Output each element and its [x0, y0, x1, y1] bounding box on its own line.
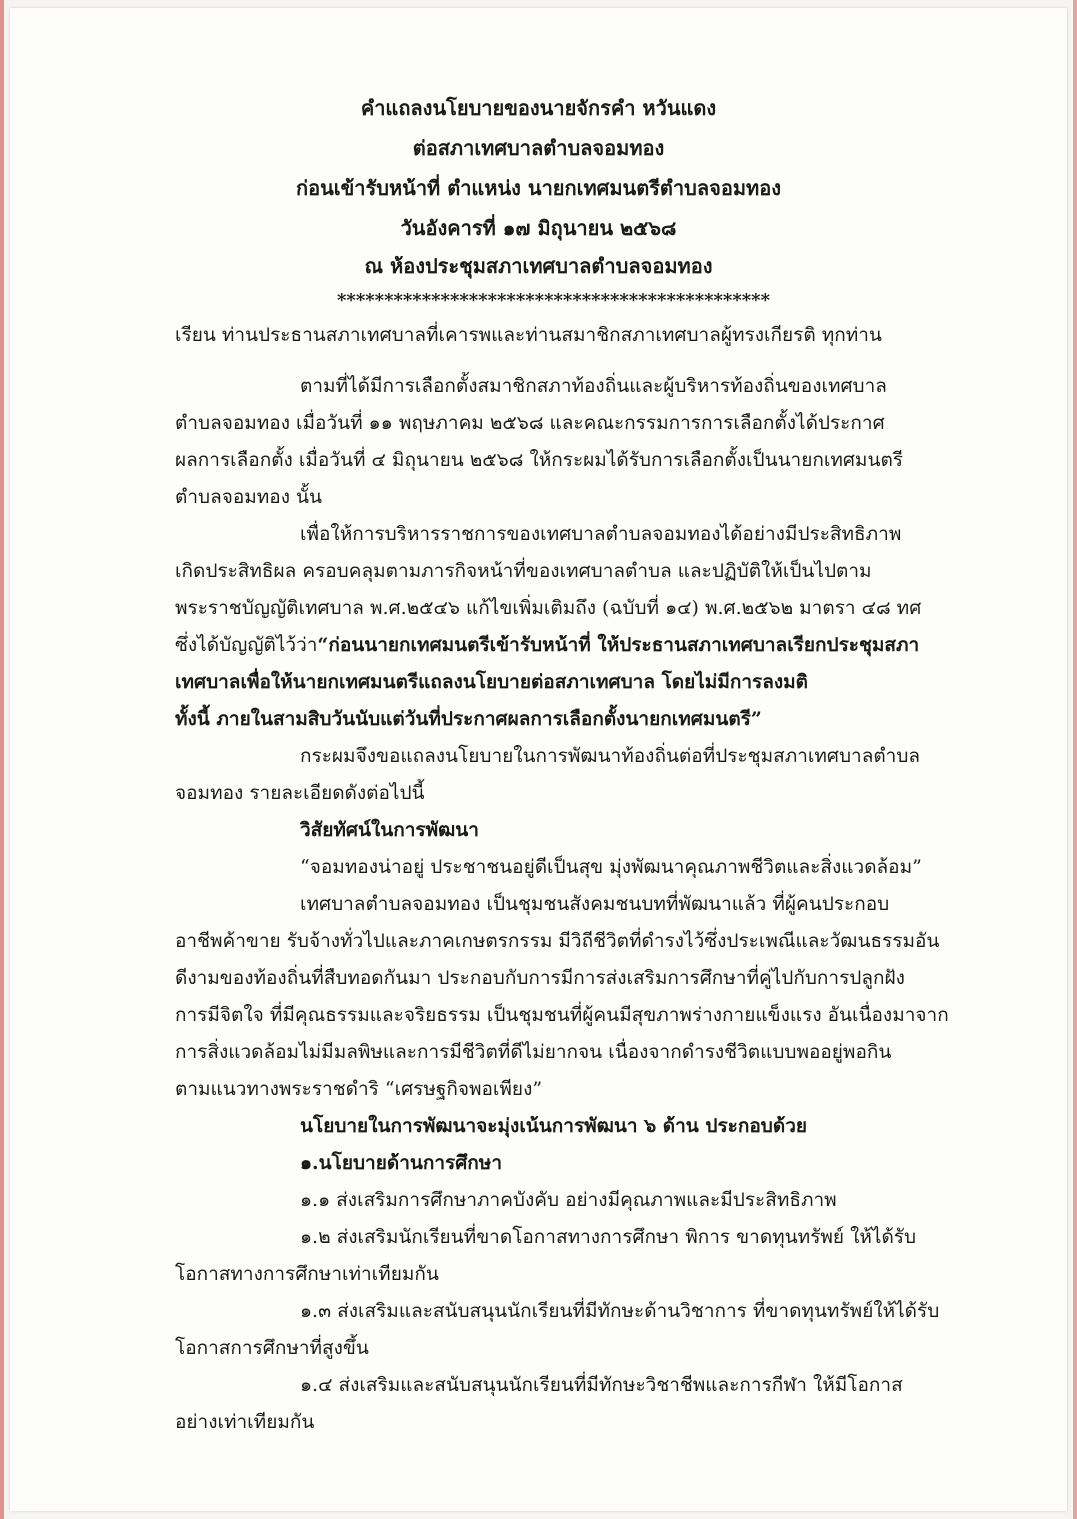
para2-quote-lead: ซึ่งได้บัญญัติไว้ว่า: [175, 634, 318, 656]
para3-line-1: กระผมจึงขอแถลงนโยบายในการพัฒนาท้องถิ่นต่อที่ประชุมสภาเทศบาลตำบล: [300, 745, 921, 767]
para4-line-5: การสิ่งแวดล้อมไม่มีมลพิษและการมีชีวิตที่ดีไม่ยากจน เนื่องจากดำรงชีวิตแบบพออยู่พอกิน: [175, 1041, 892, 1063]
para1-line-1: ตามที่ได้มีการเลือกตั้งสมาชิกสภาท้องถิ่นและผู้บริหารท้องถิ่นของเทศบาล: [300, 375, 887, 397]
vision-heading: วิสัยทัศน์ในการพัฒนา: [300, 819, 479, 841]
para4-line-2: อาชีพค้าขาย รับจ้างทั่วไปและภาคเกษตรกรรม มีวิถีชีวิตที่ดำรงไว้ซึ่งประเพณีและวัฒนธรรมอัน: [175, 930, 940, 952]
para2-line-1: เพื่อให้การบริหารราชการของเทศบาลตำบลจอมทองได้อย่างมีประสิทธิภาพ: [300, 523, 902, 545]
para2-quote-line-3: ทั้งนี้ ภายในสามสิบวันนับแต่วันที่ประกาศผลการเลือกตั้งนายกเทศมนตรี”: [175, 708, 762, 730]
title-line-4: วันอังคารที่ ๑๗ มิถุนายน ๒๕๖๘: [400, 216, 677, 240]
para2-quote-line-2: เทศบาลเพื่อให้นายกเทศมนตรีแถลงนโยบายต่อสภาเทศบาล โดยไม่มีการลงมติ: [175, 671, 809, 693]
education-item-4: ๑.๔ ส่งเสริมและสนับสนุนนักเรียนที่มีทักษะวิชาชีพและการกีฬา ให้มีโอกาส: [300, 1374, 903, 1396]
para4-line-4: การมีจิตใจ ที่มีคุณธรรมและจริยธรรม เป็นชุมชนที่ผู้คนมีสุขภาพร่างกายแข็งแรง อันเนื่องมาจาก: [175, 1004, 949, 1026]
title-line-5: ณ ห้องประชุมสภาเทศบาลตำบลจอมทอง: [364, 254, 713, 278]
education-item-2-cont: โอกาสทางการศึกษาเท่าเทียมกัน: [175, 1263, 439, 1285]
para4-line-6: ตามแนวทางพระราชดำริ “เศรษฐกิจพอเพียง”: [175, 1078, 543, 1100]
education-item-3: ๑.๓ ส่งเสริมและสนับสนุนนักเรียนที่มีทักษะด้านวิชาการ ที่ขาดทุนทรัพย์ให้ได้รับ: [300, 1300, 940, 1322]
education-item-3-cont: โอกาสการศึกษาที่สูงขึ้น: [175, 1337, 369, 1359]
para2-line-2: เกิดประสิทธิผล ครอบคลุมตามภารกิจหน้าที่ของเทศบาลตำบล และปฏิบัติให้เป็นไปตาม: [175, 560, 872, 582]
para4-line-3: ดีงามของท้องถิ่นที่สืบทอดกันมา ประกอบกับการมีการส่งเสริมการศึกษาที่คู่ไปกับการปลูกฝัง: [175, 967, 905, 989]
para1-line-3: ผลการเลือกตั้ง เมื่อวันที่ ๔ มิถุนายน ๒๕๖๘ ให้กระผมได้รับการเลือกตั้งเป็นนายกเทศมนตรี: [175, 449, 903, 471]
para2-line-3: พระราชบัญญัติเทศบาล พ.ศ.๒๕๔๖ แก้ไขเพิ่มเติมถึง (ฉบับที่ ๑๔) พ.ศ.๒๕๖๒ มาตรา ๔๘ ทศ: [175, 597, 922, 619]
para3-line-2: จอมทอง รายละเอียดดังต่อไปนี้: [175, 782, 425, 804]
title-line-2: ต่อสภาเทศบาลตำบลจอมทอง: [412, 136, 665, 160]
education-item-4-cont: อย่างเท่าเทียมกัน: [175, 1411, 315, 1433]
para1-line-2: ตำบลจอมทอง เมื่อวันที่ ๑๑ พฤษภาคม ๒๕๖๘ และคณะกรรมการการเลือกตั้งได้ประกาศ: [175, 412, 885, 434]
education-item-1: ๑.๑ ส่งเสริมการศึกษาภาคบังคับ อย่างมีคุณภาพและมีประสิทธิภาพ: [300, 1189, 837, 1211]
title-line-3: ก่อนเข้ารับหน้าที่ ตำแหน่ง นายกเทศมนตรีตำบลจอมทอง: [296, 176, 781, 200]
education-item-2: ๑.๒ ส่งเสริมนักเรียนที่ขาดโอกาสทางการศึกษา พิการ ขาดทุนทรัพย์ ให้ได้รับ: [300, 1226, 917, 1248]
para4-line-1: เทศบาลตำบลจอมทอง เป็นชุมชนสังคมชนบทที่พัฒนาแล้ว ที่ผู้คนประกอบ: [300, 893, 890, 915]
education-heading: ๑.นโยบายด้านการศึกษา: [300, 1152, 502, 1174]
separator-stars: **********************************************: [337, 290, 771, 311]
para1-line-4: ตำบลจอมทอง นั้น: [175, 486, 323, 508]
para2-quote-text-1: “ก่อนนายกเทศมนตรีเข้ารับหน้าที่ ให้ประธานสภาเทศบาลเรียกประชุมสภา: [317, 634, 920, 656]
salutation: เรียน ท่านประธานสภาเทศบาลที่เคารพและท่านสมาชิกสภาเทศบาลผู้ทรงเกียรติ ทุกท่าน: [175, 324, 882, 346]
policy-heading: นโยบายในการพัฒนาจะมุ่งเน้นการพัฒนา ๖ ด้าน ประกอบด้วย: [300, 1115, 807, 1137]
vision-quote: “จอมทองน่าอยู่ ประชาชนอยู่ดีเป็นสุข มุ่งพัฒนาคุณภาพชีวิตและสิ่งแวดล้อม”: [300, 856, 922, 878]
para2-quote-line-1: [175, 632, 919, 658]
title-line-1: คำแถลงนโยบายของนายจักรคำ หวันแดง: [360, 96, 717, 120]
